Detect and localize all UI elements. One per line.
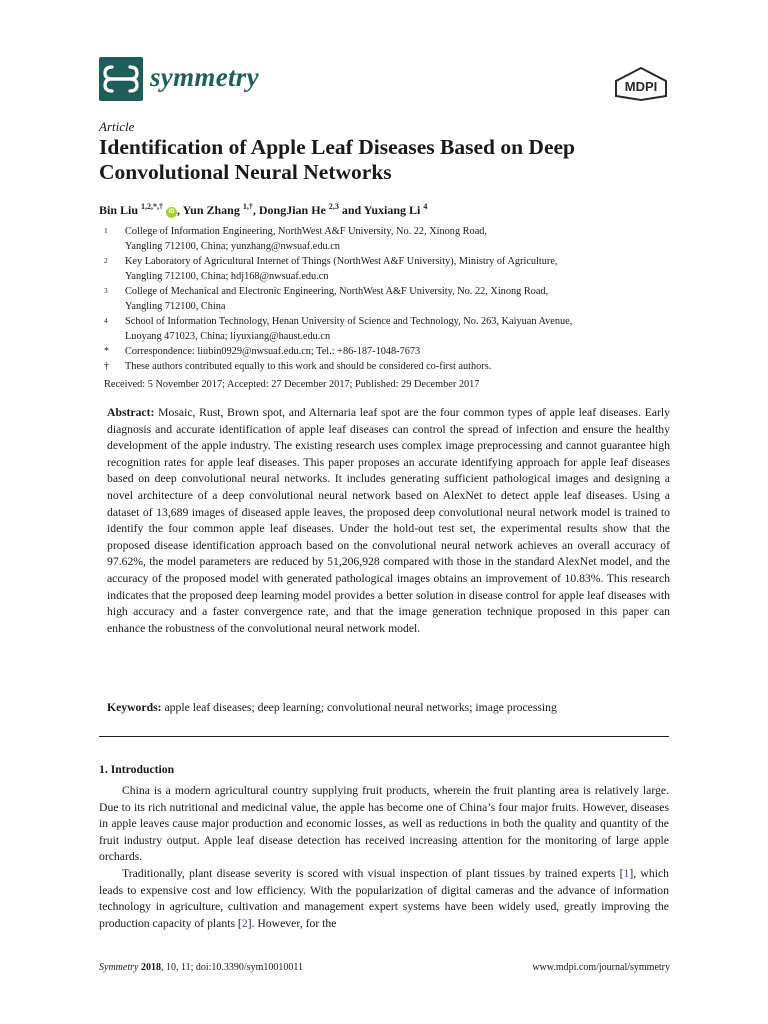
citation-link[interactable]: 2: [241, 916, 248, 930]
affiliation-line: Key Laboratory of Agricultural Internet of Things (NorthWest A&F University), Ministry of Agriculture,: [125, 256, 558, 267]
article-type-label: Article: [99, 119, 135, 134]
keywords: [107, 700, 670, 717]
correspondence-item: [104, 344, 674, 359]
author-list: [99, 202, 427, 218]
affiliations: [104, 224, 674, 374]
paragraph-text: ]. However, for the: [247, 916, 337, 930]
affiliation-marker: 1: [104, 226, 108, 235]
affiliation-line: Yangling 712100, China; hdj168@nwsuaf.edu.cn: [125, 271, 329, 282]
footer-volume-doi: , 10, 11; doi:10.3390/sym10010011: [160, 962, 303, 973]
keywords-label: Keywords:: [107, 701, 162, 714]
affiliation-line: Yangling 712100, China; yunzhang@nwsuaf.edu.cn: [125, 241, 340, 252]
section-heading-introduction: 1. Introduction: [99, 763, 175, 776]
affiliation-item: [104, 254, 674, 284]
correspondence-line: Correspondence: liubin0929@nwsuaf.edu.cn; Tel.: +86-187-1048-7673: [125, 346, 421, 357]
affiliation-marker: 3: [104, 286, 108, 295]
affiliation-line: Luoyang 471023, China; liyuxiang@haust.edu.cn: [125, 331, 331, 342]
author-affiliation-marks: 4: [423, 202, 428, 211]
footer-journal-url[interactable]: www.mdpi.com/journal/symmetry: [532, 962, 670, 973]
affiliation-item: [104, 224, 674, 254]
equal-contribution-line: These authors contributed equally to this work and should be considered co-first authors.: [125, 361, 492, 372]
affiliation-line: School of Information Technology, Henan University of Science and Technology, No. 263, Kaiyuan Avenue,: [125, 316, 573, 327]
intro-paragraph-1: China is a modern agricultural country supplying fruit products, wherein the fruit planting area is relatively large. Due to its rich nutritional and medicinal value, the apple has become one of China’s four major fruits. However, diseases in apple leaves cause major production and economic losses, as well as reductions in both the quality and quantity of the fruit industry output. Apple leaf disease detection has received increasing attention for the monitoring of large apple orchards.: [99, 784, 669, 864]
section-divider: [99, 736, 669, 737]
affiliation-line: College of Mechanical and Electronic Engineering, NorthWest A&F University, No. 22, Xinong Road,: [125, 286, 549, 297]
footer-citation: [99, 962, 303, 973]
journal-logo-icon[interactable]: [99, 57, 143, 101]
mdpi-logo-icon[interactable]: [612, 66, 670, 102]
author-name: Yun Zhang: [182, 203, 240, 217]
keywords-text: apple leaf diseases; deep learning; convolutional neural networks; image processing: [164, 701, 557, 714]
orcid-icon[interactable]: iD: [166, 207, 177, 218]
affiliation-item: [104, 284, 674, 314]
affiliation-item: [104, 314, 674, 344]
abstract-text: Mosaic, Rust, Brown spot, and Alternaria leaf spot are the four common types of apple leaf diseases. Early diagnosis and accurate identification of apple leaf diseases can control the spread of infection and ensure the healthy development of the apple industry. The existing research uses complex image preprocessing and cannot guarantee high recognition rates for apple leaf diseases. This paper proposes an accurate identifying approach for apple leaf diseases based on deep convolutional neural networks. It includes generating sufficient pathological images and designing a novel architecture of a deep convolutional neural network based on AlexNet to detect apple leaf diseases. Using a dataset of 13,689 images of diseased apple leaves, the proposed deep convolutional neural network model is trained to identify the four common apple leaf diseases. Under the hold-out test set, the experimental results show that the proposed disease identification approach based on the convolutional neural network achieves an overall accuracy of 97.62%, the model parameters are reduced by 51,206,928 compared with those in the standard AlexNet model, and the accuracy of the proposed model with generated pathological images obtains an improvement of 10.83%. This research indicates that the proposed deep learning model provides a better solution in disease control for apple leaf diseases with high accuracy and a faster convergence rate, and that the image generation technique proposed in this paper can enhance the robustness of the convolutional neural network model.: [107, 406, 671, 635]
author-name: DongJian He: [258, 203, 326, 217]
mdpi-logo-text: MDPI: [624, 79, 658, 94]
author-separator: ,: [177, 203, 183, 217]
citation-link[interactable]: 1: [623, 867, 630, 880]
author-separator: ,: [252, 203, 259, 217]
equal-contribution-note: [104, 359, 674, 374]
affiliation-line: College of Information Engineering, NorthWest A&F University, No. 22, Xinong Road,: [125, 226, 487, 237]
author-affiliation-marks: 1,2,*,†: [141, 202, 164, 211]
author-affiliation-marks: 1,†: [242, 202, 253, 211]
paragraph-text: ], which leads to expensive cost and low efficiency. With the popularization of digital cameras and the advance of information technology in agriculture, cultivation and management expert systems have been widely used, greatly improving the production capacity of plants [: [99, 867, 669, 930]
intro-paragraph-2: [99, 866, 669, 932]
affiliation-marker: 2: [104, 256, 108, 265]
paper-title: Identification of Apple Leaf Diseases Based on Deep Convolutional Neural Networks: [99, 135, 575, 184]
author-name: Yuxiang Li: [363, 203, 421, 217]
footer-year: 2018: [140, 962, 161, 973]
publication-dates: Received: 5 November 2017; Accepted: 27 December 2017; Published: 29 December 2017: [104, 379, 480, 390]
journal-name[interactable]: symmetry: [150, 62, 259, 92]
abstract: [107, 405, 670, 637]
affiliation-marker: †: [104, 361, 109, 372]
affiliation-marker: *: [104, 346, 109, 357]
author-name: Bin Liu: [99, 203, 139, 217]
affiliation-line: Yangling 712100, China: [125, 301, 226, 312]
author-separator: and: [338, 203, 364, 217]
abstract-label: Abstract:: [107, 406, 155, 419]
paragraph-text: Traditionally, plant disease severity is scored with visual inspection of plant tissues by trained experts [: [122, 867, 624, 880]
author-affiliation-marks: 2,3: [328, 202, 339, 211]
affiliation-marker: 4: [104, 316, 108, 325]
footer-journal: Symmetry: [99, 962, 139, 973]
